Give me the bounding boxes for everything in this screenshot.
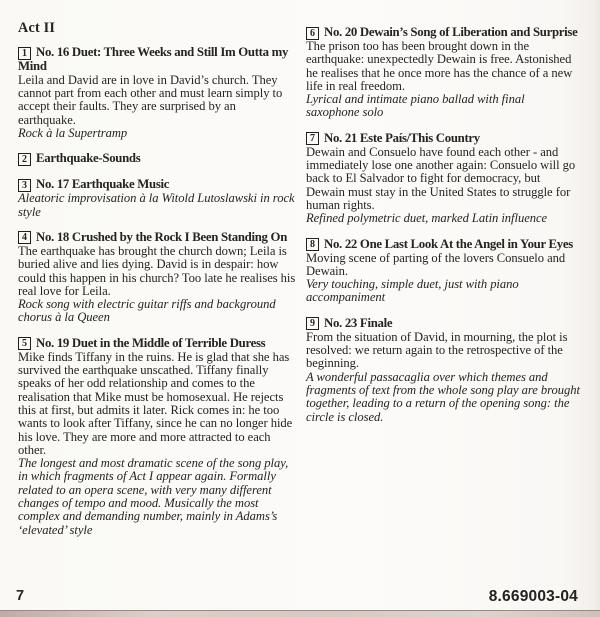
track-description: Moving scene of parting of the lovers Consuelo and Dewain. (306, 250, 566, 278)
track-title-text: No. 21 Este País/This Country (324, 130, 480, 145)
track-title (18, 231, 296, 245)
track-description: The earthquake has brought the church down; Leila is buried alive and lies dying. David is in despair: how could this happen in his church? Too late he realises his real love for Leila. (18, 243, 296, 298)
track-musical-note: Rock song with electric guitar riffs and background chorus à la Queen (18, 297, 276, 325)
catalog-number: 8.669003-04 (488, 588, 578, 605)
track-musical-note: Aleatoric improvisation à la Witold Lutoslawski in rock style (18, 191, 295, 219)
track-section (18, 152, 296, 166)
track-section (18, 231, 296, 325)
left-column (18, 22, 296, 549)
track-number-box: 2 (18, 153, 31, 166)
track-section (18, 337, 296, 537)
track-description: Mike finds Tiffany in the ruins. He is glad that she has survived the earthquake unscathed. Tiffany finally speaks of her odd relationship and comes to the realisation that Mike must be homosexual. He rejects this at first, but admits it later. Rick comes in: he too wants to look after Tiffany, since he can no longer hide his love. They are more and more attracted to each other. (18, 349, 293, 457)
track-section (306, 317, 580, 424)
track-title (306, 317, 580, 331)
track-description: Dewain and Consuelo have found each other - and immediately lose one another again: Consuelo will go back to El Salvador to fight for democracy, but Dewain must stay in the United States to struggle for human rights. (306, 144, 576, 212)
act-title: Act II (18, 20, 56, 36)
track-number-box: 5 (18, 337, 31, 350)
track-number-box: 6 (306, 27, 319, 40)
track-title-text: No. 23 Finale (324, 315, 393, 330)
track-title (18, 152, 296, 166)
track-number-box: 1 (18, 47, 31, 60)
track-title-text: No. 20 Dewain’s Song of Liberation and Surprise (324, 25, 578, 39)
track-number-box: 8 (306, 238, 319, 251)
track-description: The prison too has been brought down in the earthquake: unexpectedly Dewain is free. Astonished he realises that he once more has the chance of a new life in real freedom. (306, 39, 573, 93)
track-musical-note: Very touching, simple duet, just with piano accompaniment (306, 277, 519, 305)
track-section (306, 238, 580, 305)
track-section (306, 132, 580, 226)
track-title (18, 46, 296, 74)
track-number-box: 4 (18, 231, 31, 244)
track-title-text: No. 17 Earthquake Music (36, 177, 170, 192)
track-section (306, 26, 580, 120)
track-number-box: 3 (18, 179, 31, 192)
track-title-text: No. 18 Crushed by the Rock I Been Standing On (36, 229, 288, 244)
track-title-text: No. 16 Duet: Three Weeks and Still Im Outta my Mind (18, 45, 289, 74)
track-musical-note: Refined polymetric duet, marked Latin influence (306, 211, 548, 226)
track-title (306, 132, 580, 146)
track-description: From the situation of David, in mourning, the plot is resolved: we return again to the retrospective of the beginning. (306, 329, 568, 371)
track-musical-note: The longest and most dramatic scene of the song play, in which fragments of Act I appear again. Formally related to an opera scene, with very many different changes of tempo and mood. Musically the most complex and demanding number, mainly in Adams’s ‘elevated’ style (18, 456, 289, 537)
track-number-box: 9 (306, 317, 319, 330)
track-section (18, 46, 296, 140)
track-musical-note: A wonderful passacaglia over which themes and fragments of text from the whole song play are brought together, leading to a return of the opening song: the circle is closed. (306, 369, 580, 424)
track-title (306, 238, 580, 252)
scan-edge-strip (0, 610, 600, 617)
track-description: Leila and David are in love in David’s church. They cannot part from each other and must learn simply to accept their faults. They are surprised by an earthquake. (18, 72, 283, 127)
track-title (18, 337, 296, 351)
track-number-box: 7 (306, 132, 319, 145)
track-musical-note: Rock à la Supertramp (18, 126, 128, 141)
track-title-text: Earthquake-Sounds (36, 151, 141, 166)
track-title (18, 178, 296, 192)
right-column (306, 26, 580, 436)
track-title-text: No. 19 Duet in the Middle of Terrible Duress (36, 335, 266, 350)
track-title-text: No. 22 One Last Look At the Angel in Your Eyes (324, 236, 573, 251)
track-section (18, 178, 296, 219)
track-title (306, 26, 580, 40)
page-number: 7 (16, 588, 25, 604)
track-musical-note: Lyrical and intimate piano ballad with final saxophone solo (306, 92, 525, 120)
